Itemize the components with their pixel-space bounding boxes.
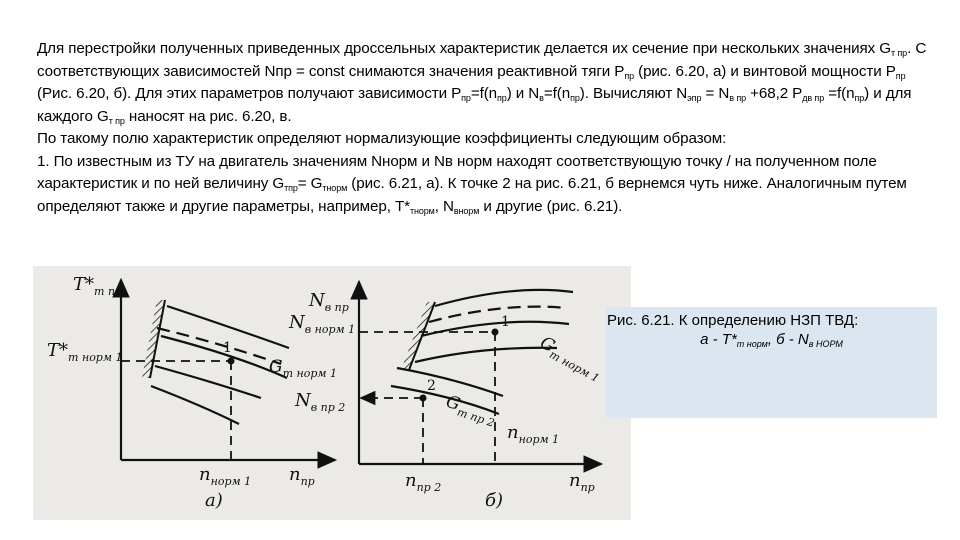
text-run: =f(n — [824, 85, 855, 102]
b-x-mark2-label: $n_{пр 2}$ — [405, 470, 442, 494]
figure-6-21-scan — [33, 266, 631, 520]
subscript: т пр — [108, 115, 125, 126]
subscript: т пр — [890, 48, 908, 58]
subscript: тнорм — [322, 183, 348, 193]
b-panel-label: б) — [485, 490, 504, 511]
subscript: пр — [570, 93, 580, 103]
text-run: =f(n — [470, 85, 498, 102]
text-run: (рис. 6.20, а) и винтовой мощности P — [634, 62, 896, 80]
b-y-mark1-label: $N_{в норм 1}$ — [289, 312, 356, 336]
subscript: пр — [461, 93, 471, 103]
text-run: = N — [701, 85, 730, 102]
text-run: Для перестройки полученных приведенных дроссельных характеристик делается их сечение при нескольких значениях G — [37, 40, 891, 57]
subscript: пр — [854, 93, 865, 103]
paragraph-2: По такому полю характеристик определяют нормализующие коэффициенты следующим образом: — [37, 130, 727, 147]
subscript: в НОРМ — [808, 339, 843, 349]
subscript: т норм — [736, 339, 768, 349]
caption-b: , б - N — [767, 331, 809, 348]
figure-caption — [606, 307, 937, 418]
text-run: = G — [297, 175, 323, 192]
b-curve1-label: $G_{m норм 1}$ — [536, 332, 602, 386]
text-run: . С соответствующих зависимостей Nпр = const снимаются значения реактивной тяги P — [37, 40, 927, 80]
b-y-mark2-label: $N_{в пр 2}$ — [295, 390, 346, 414]
a-y-axis-label: $T*_{т пр}$ — [73, 274, 123, 298]
subscript: внорм — [453, 205, 480, 216]
a-y-mark-label: $T*_{т норм 1}$ — [47, 340, 123, 364]
subscript: тпр — [284, 183, 298, 193]
b-point1-label: 1 — [501, 314, 510, 330]
b-x-axis-label: $n_{пр}$ — [569, 470, 595, 494]
subscript: в — [539, 93, 544, 103]
caption-title: Рис. 6.21. К определению НЗП ТВД: — [607, 312, 859, 329]
text-run: (рис. 6.21, а). К точке 2 на рис. 6.21, б вернемся чуть ниже. Аналогичным путем определяют также и другие параметры, например, T* — [37, 175, 907, 215]
subscript: пр — [497, 93, 507, 103]
a-panel-label: а) — [205, 490, 223, 511]
text-run: 1. По известным из ТУ на двигатель значениям Nнорм и Nв норм находят соответствующую точку / на полученном поле характеристик и по ней величину G — [37, 152, 877, 192]
b-x-mark1-label: $n_{норм 1}$ — [507, 422, 560, 446]
a-point-label: 1 — [223, 340, 232, 356]
text-run: +68,2 P — [746, 85, 803, 102]
a-curve-label: $G_{m норм 1}$ — [269, 357, 338, 380]
subscript: тнорм — [409, 205, 435, 216]
subscript: дв пр — [802, 93, 825, 103]
text-run: ) и для каждого G — [37, 85, 912, 125]
subscript: пр — [624, 70, 634, 81]
b-curve2-label: $G_{m пр 2}$ — [443, 391, 497, 430]
caption-legend — [606, 330, 937, 349]
text-run: =f(n — [543, 85, 571, 102]
text-run: ). Вычисляют N — [579, 85, 688, 102]
subscript: пр — [895, 70, 906, 81]
a-x-mark-label: $n_{норм 1}$ — [199, 464, 252, 488]
text-run: наносят на рис. 6.20, в. — [124, 107, 292, 125]
text-run: и другие (рис. 6.21). — [479, 197, 623, 215]
subscript: в пр — [729, 93, 746, 103]
caption-a: а - T* — [700, 331, 737, 348]
text-run: ) и N — [506, 85, 540, 102]
text-run: (Рис. 6.20, б). Для этих параметров получают зависимости P — [37, 85, 462, 102]
subscript: эпр — [687, 93, 702, 103]
a-x-axis-label: $n_{пр}$ — [289, 464, 315, 488]
body-text — [37, 38, 927, 218]
b-point2-label: 2 — [427, 378, 436, 394]
text-run: , N — [434, 197, 454, 215]
paragraph-3 — [37, 151, 927, 219]
paragraph-1 — [37, 38, 927, 128]
b-y-axis-label: $N_{в пр}$ — [309, 290, 349, 314]
